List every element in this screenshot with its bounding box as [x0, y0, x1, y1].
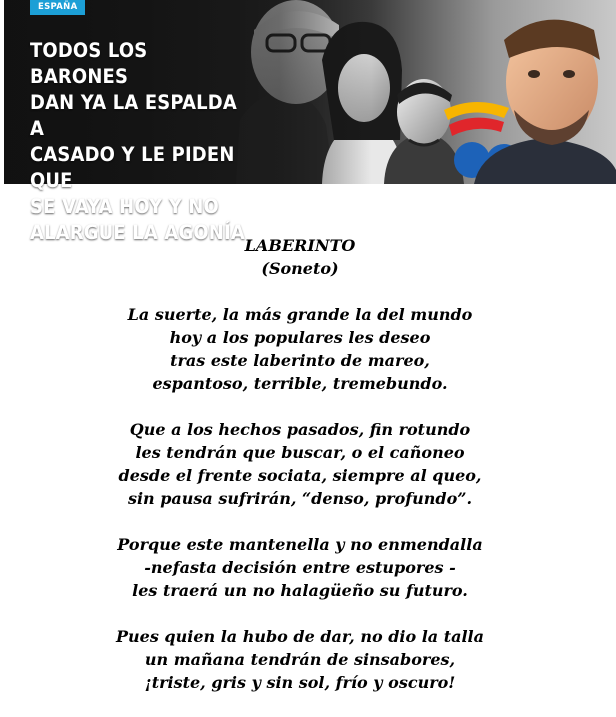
poem-line: les traerá un no halagüeño su futuro. [132, 581, 468, 600]
poem-title: LABERINTO [244, 236, 356, 255]
headline-line: TODOS LOS BARONES [30, 39, 148, 88]
poem-line: un mañana tendrán de sinsabores, [144, 650, 456, 669]
headline-line: ALARGUE LA AGONÍA [30, 221, 245, 244]
headline-line: CASADO Y LE PIDEN QUE [30, 143, 235, 192]
poem-stanza-3 [0, 533, 600, 602]
poem-stanza-1 [0, 303, 600, 395]
poem-line: les tendrán que buscar, o el cañoneo [135, 443, 465, 462]
poem-line: Porque este mantenella y no enmendalla [117, 535, 483, 554]
poem-line: desde el frente sociata, siempre al queo, [118, 466, 482, 485]
poem-stanza-2 [0, 418, 600, 510]
poem-line: Pues quien la hubo de dar, no dio la talla [116, 627, 484, 646]
poem-line: espantoso, terrible, tremebundo. [152, 374, 448, 393]
poem-line: tras este laberinto de mareo, [170, 351, 430, 370]
poem-heading [0, 234, 600, 280]
section-tag[interactable]: ESPAÑA [30, 0, 85, 15]
poem-line: ¡triste, gris y sin sol, frío y oscuro! [144, 673, 456, 692]
headline-line: DAN YA LA ESPALDA A [30, 91, 237, 140]
poem-stanza-4 [0, 625, 600, 694]
poem [0, 234, 600, 717]
poem-line: Que a los hechos pasados, fin rotundo [129, 420, 471, 439]
headline-line: SE VAYA HOY Y NO [30, 195, 219, 218]
poem-line: hoy a los populares les deseo [169, 328, 431, 347]
headline[interactable] [30, 38, 251, 246]
poem-subtitle: (Soneto) [261, 259, 339, 278]
poem-line: sin pausa sufrirán, “denso, profundo”. [127, 489, 473, 508]
news-banner[interactable] [4, 0, 616, 244]
poem-line: -nefasta decisión entre estupores - [144, 558, 456, 577]
poem-line: La suerte, la más grande la del mundo [127, 305, 473, 324]
